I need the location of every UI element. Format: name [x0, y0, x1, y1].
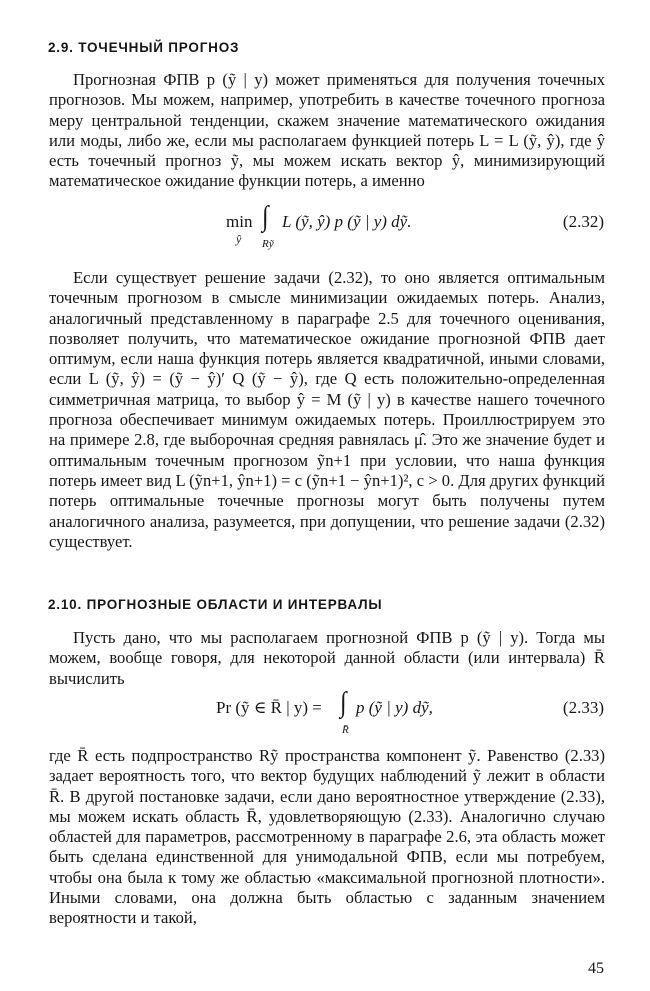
- paragraph-forecast-regions-intro: [49, 628, 605, 689]
- eq-integrand: L (ỹ, ŷ) p (ỹ | y) dỹ.: [282, 212, 412, 231]
- paragraph-text: где R̄ есть подпространство Rỹ пространства компонент ỹ. Равенство (2.33) задает вероятность того, что вектор будущих наблюдений ỹ лежит в области R̄. В другой постановке задачи, если дано вероятностное утверждение (2.33), мы можем искать область R̄, удовлетворяющую (2.33). Аналогично случаю областей для параметров, рассмотренному в параграфе 2.6, эта область может быть сделана единственной для унимодальной ФПВ, если мы потребуем, чтобы она была к тому же областью «максимальной прогнозной плотности». Иными словами, она должна быть областью с заданным значением вероятности и такой,: [49, 746, 605, 928]
- section-heading-2-10: 2.10. ПРОГНОЗНЫЕ ОБЛАСТИ И ИНТЕРВАЛЫ: [48, 597, 383, 612]
- eq-probability: Pr (ỹ ∈ R̄ | y) =: [216, 698, 322, 717]
- section-heading-2-9: 2.9. ТОЧЕЧНЫЙ ПРОГНОЗ: [48, 40, 240, 55]
- eq-min: min: [226, 212, 253, 231]
- equation-2-32: [0, 201, 650, 258]
- eq-integrand: p (ỹ | y) dỹ,: [356, 698, 433, 717]
- equation-number-2-33: (2.33): [562, 698, 604, 717]
- integral-sign: ∫: [262, 201, 269, 233]
- equation-2-33: [0, 687, 650, 738]
- equation-number-2-32: (2.32): [562, 212, 604, 231]
- paragraph-text: Пусть дано, что мы располагаем прогнозной ФПВ p (ỹ | y). Тогда мы можем, вообще говоря, для некоторой данной области (или интервала) R̄ вычислить: [49, 628, 605, 688]
- paragraph-quadratic-loss: [49, 268, 605, 552]
- eq-min-subscript: ŷ: [236, 232, 242, 246]
- paragraph-text: Если существует решение задачи (2.32), то оно является оптимальным точечным прогнозом в смысле минимизации ожидаемых потерь. Анализ, аналогичный представленному в параграфе 2.5 для точечного оценивания, позволяет получить, что математическое ожидание прогнозной ФПВ дает оптимум, если наша функция потерь является квадратичной, иными словами, если L (ỹ, ŷ) = (ỹ − ŷ)′ Q (ỹ − ŷ), где Q есть положительно-определенная симметричная матрица, то выбор ŷ = M (ỹ | y) в качестве нашего точечного прогноза обеспечивает минимум ожидаемых потерь. Проиллюстрируем это на примере 2.8, где выборочная средняя равнялась μ̂. Это же значение будет и оптимальным точечным прогнозом ỹn+1 при условии, что наша функция потерь имеет вид L (ỹn+1, ŷn+1) = c (ỹn+1 − ŷn+1)², c > 0. Для других функций потерь оптимальные точечные прогнозы могут быть получены путем аналогичного анализа, разумеется, при допущении, что решение задачи (2.32) существует.: [49, 268, 605, 551]
- eq-domain: R̄: [342, 724, 349, 736]
- integral-sign: ∫: [340, 687, 347, 719]
- paragraph-hpd-region: [49, 746, 605, 929]
- page-number: 45: [588, 960, 604, 977]
- paragraph-text: Прогнозная ФПВ p (ỹ | y) может применяться для получения точечных прогнозов. Мы можем, например, употребить в качестве точечного прогноза меру центральной тенденции, скажем значение математического ожидания или моды, либо же, если мы располагаем функцией потерь L = L (ỹ, ŷ), где ŷ есть точечный прогноз ỹ, мы можем искать вектор ŷ, минимизирующий математическое ожидание функции потерь, а именно: [49, 70, 605, 191]
- eq-domain: Rỹ: [262, 238, 274, 250]
- paragraph-point-forecast-intro: [49, 70, 605, 192]
